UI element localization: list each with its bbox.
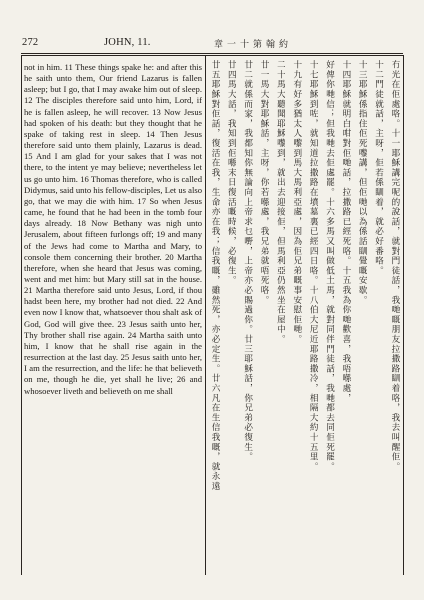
chinese-column-12: 廿五耶穌對佢話，復活在我，生命亦在我；信我嘅，雖然死，亦必定生。廿六凡在生信我嘅，就永遠	[210, 60, 220, 492]
frame-left-border	[21, 55, 22, 575]
page-number: 272	[22, 37, 39, 48]
chinese-column-10: 廿二就係而家，我都知你無論向上帝求乜嘢，上帝亦必賜過你。廿三耶穌話，你兄弟必復生。	[242, 60, 253, 462]
header-rule-double	[21, 55, 403, 56]
column-divider	[205, 55, 206, 575]
chinese-column-3: 十三耶穌係指住佢死嚟講，但佢哋以為係話瞓覺嘅安歇。	[357, 60, 368, 305]
chinese-column-11: 廿四馬大話，我知到佢喺末日復活嘅時候，必復生。	[226, 60, 237, 286]
chinese-column-7: 十九有好多猶太人嚟到馬大馬利亞處，因為佢兄弟嘅事安慰佢哋。	[291, 60, 302, 345]
english-text-column	[24, 62, 202, 397]
chinese-column-9: 廿一馬大對耶穌話，主呀，你若喺處，我兄弟就唔死咯。	[259, 60, 270, 305]
chinese-column-1: 冇光在佢處咯。十一耶穌講完呢的說話，就對門徒話，我哋嘅朋友拉撒路瞓着咯，我去叫醒佢。	[389, 60, 400, 472]
chinese-column-2: 十二門徒就話，主呀，佢若係瞓着，就必好番咯。	[373, 60, 384, 276]
english-verses: not in him. 11 These things spake he: and after this he saith unto them, Our friend Lazarus is fallen asleep; but I go, that I may awake him out of sleep. 12 The disciples therefore said unto him, Lord, if he is fallen asleep, he will recover. 13 Now Jesus had spoken of his death: but they thought that he spake of taking rest in sleep. 14 Then Jesus therefore said unto them plainly, Lazarus is dead. 15 And I am glad for your sakes that I was not there, to the intent ye may believe; nevertheless let us go unto him. 16 Thomas therefore, who is called Didymus, said unto his fellow-disciples, Let us also go, that we may die with him. 17 So when Jesus came, he found that he had been in the tomb four days already. 18 Now Bethany was nigh unto Jerusalem, about fifteen furlongs off; 19 and many of the Jews had come to Martha and Mary, to console them concerning their brother. 20 Martha therefore, when she heard that Jesus was coming, went and met him: but Mary still sat in the house. 21 Martha therefore said unto Jesus, Lord, if thou hadst been here, my brother had not died. 22 And even now I know that, whatsoever thou shalt ask of God, God will give thee. 23 Jesus saith unto her, Thy brother shall rise again. 24 Martha saith unto him, I know that he shall rise again in the resurrection at the last day. 25 Jesus saith unto her, I am the resurrection, and the life: he that believeth on me, though he die, yet shall he live; 26 and whosoever liveth and believeth on me shall	[24, 62, 202, 396]
chinese-column-8: 二十馬大聽聞耶穌嚟到，就出去迎接佢，但馬利亞仍然坐在屋中。	[275, 60, 286, 345]
english-running-title: JOHN, 11.	[104, 37, 151, 48]
chinese-column-4: 十四耶穌就明白咁對佢哋話，拉撒路已經死咯。十五我為你哋歡喜，我唔喺處，	[340, 60, 351, 403]
frame-right-border	[403, 55, 404, 575]
chinese-column-6: 十七耶穌到咗，就知道拉撒路在墳墓裏已經四日咯。十八伯大尼近耶路撒冷，相隔大約十五里。	[308, 60, 319, 472]
header-rule	[21, 53, 403, 54]
chinese-column-5: 好俾你哋信；但我哋去佢處罷。十六多馬又叫做低土馬，就對同伴門徒話，我哋都去同佢死罷。	[324, 60, 335, 472]
chinese-running-title: 章一十第翰約	[214, 40, 293, 50]
chinese-text-column	[210, 60, 400, 572]
